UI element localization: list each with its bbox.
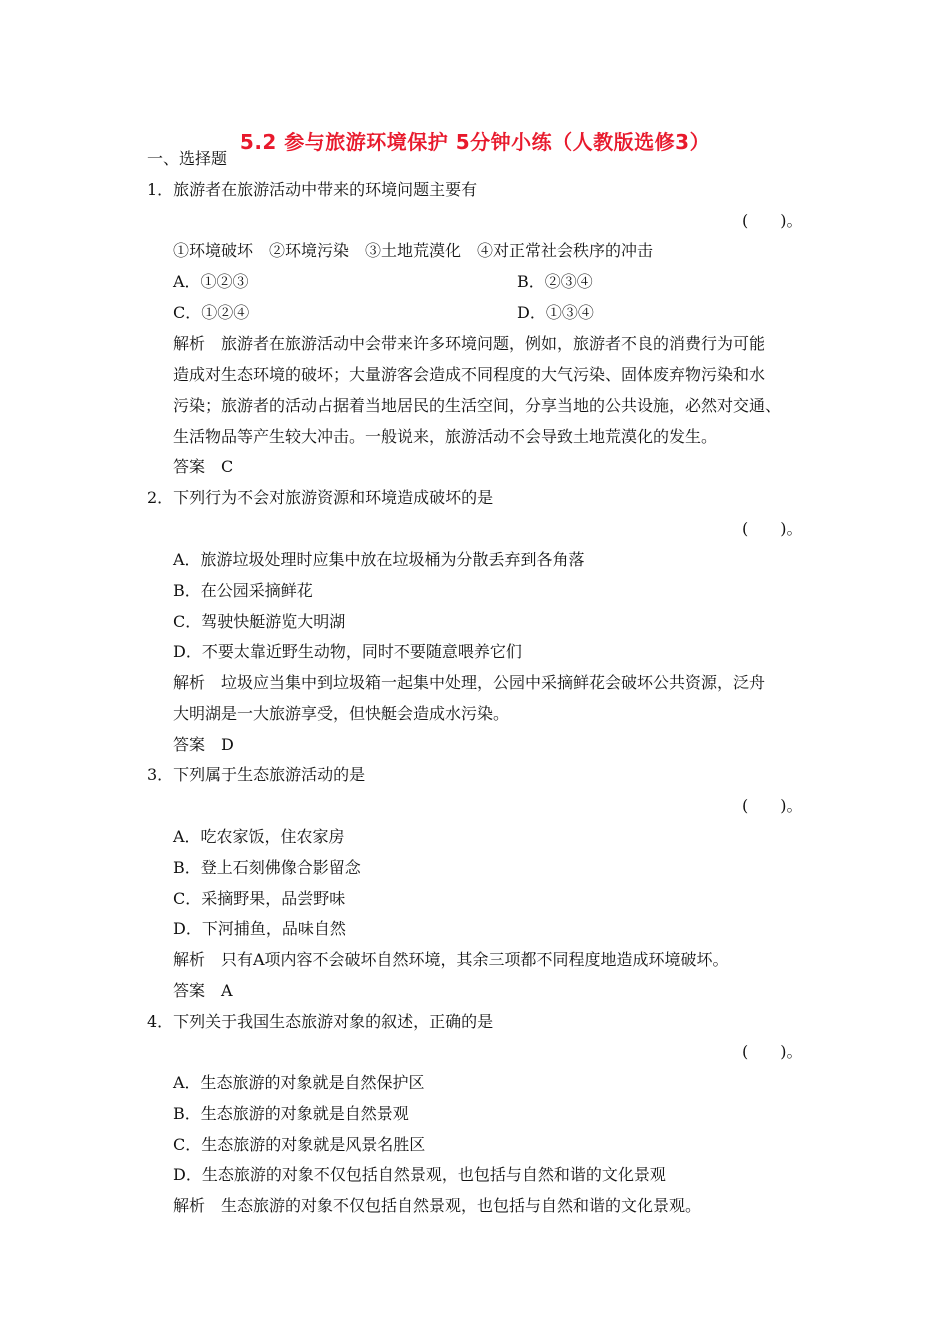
question-1-analysis-line: 污染；旅游者的活动占据着当地居民的生活空间，分享当地的公共设施，必然对交通、	[173, 396, 782, 415]
question-1-option-d: D．①③④	[517, 303, 594, 322]
question-1-option-b: B．②③④	[517, 272, 593, 291]
question-2-stem: 2．下列行为不会对旅游资源和环境造成破坏的是	[147, 488, 494, 507]
question-4-option-b: B．生态旅游的对象就是自然景观	[173, 1104, 409, 1123]
question-2-option-c: C．驾驶快艇游览大明湖	[173, 612, 346, 631]
question-1-option-c: C．①②④	[173, 303, 250, 322]
question-4-stem: 4．下列关于我国生态旅游对象的叙述，正确的是	[147, 1012, 494, 1031]
question-3-stem: 3．下列属于生态旅游活动的是	[147, 765, 366, 784]
question-2-analysis-line: 大明湖是一大旅游享受，但快艇会造成水污染。	[173, 704, 510, 723]
question-1-answer: 答案 C	[173, 457, 234, 476]
question-1-option-a: A．①②③	[173, 272, 249, 291]
question-4-analysis-line: 解析 生态旅游的对象不仅包括自然景观，也包括与自然和谐的文化景观。	[173, 1196, 702, 1215]
question-3-option-b: B．登上石刻佛像合影留念	[173, 858, 361, 877]
question-2-answer: 答案 D	[173, 735, 234, 754]
question-2-option-d: D．不要太靠近野生动物，同时不要随意喂养它们	[173, 642, 522, 661]
question-1-analysis-line: 解析 旅游者在旅游活动中会带来许多环境问题，例如，旅游者不良的消费行为可能	[173, 334, 766, 353]
question-3-answer-blank: ( )。	[742, 796, 803, 815]
question-3-option-d: D．下河捕鱼，品味自然	[173, 919, 346, 938]
question-2-answer-blank: ( )。	[742, 519, 803, 538]
question-4-option-a: A．生态旅游的对象就是自然保护区	[173, 1073, 425, 1092]
question-2-option-a: A．旅游垃圾处理时应集中放在垃圾桶为分散丢弃到各角落	[173, 550, 585, 569]
question-2-option-b: B．在公园采摘鲜花	[173, 581, 313, 600]
question-1-stem: 1．旅游者在旅游活动中带来的环境问题主要有	[147, 180, 478, 199]
question-1-items: ①环境破坏 ②环境污染 ③土地荒漠化 ④对正常社会秩序的冲击	[173, 241, 654, 260]
question-3-answer: 答案 A	[173, 981, 233, 1000]
question-3-option-a: A．吃农家饭，住农家房	[173, 827, 345, 846]
question-1-analysis-line: 生活物品等产生较大冲击。一般说来，旅游活动不会导致土地荒漠化的发生。	[173, 427, 718, 446]
question-4-option-c: C．生态旅游的对象就是风景名胜区	[173, 1135, 426, 1154]
question-1-analysis-line: 造成对生态环境的破坏；大量游客会造成不同程度的大气污染、固体废弃物污染和水	[173, 365, 766, 384]
question-1-answer-blank: ( )。	[742, 211, 803, 230]
question-2-analysis-line: 解析 垃圾应当集中到垃圾箱一起集中处理，公园中采摘鲜花会破坏公共资源，泛舟	[173, 673, 766, 692]
document-title: 5.2 参与旅游环境保护 5分钟小练（人教版选修3）	[239, 130, 711, 154]
section-heading: 一、选择题	[147, 149, 228, 168]
question-3-option-c: C．采摘野果，品尝野味	[173, 889, 346, 908]
question-3-analysis-line: 解析 只有A项内容不会破坏自然环境，其余三项都不同程度地造成环境破坏。	[173, 950, 729, 969]
question-4-option-d: D．生态旅游的对象不仅包括自然景观，也包括与自然和谐的文化景观	[173, 1165, 666, 1184]
question-4-answer-blank: ( )。	[742, 1042, 803, 1061]
